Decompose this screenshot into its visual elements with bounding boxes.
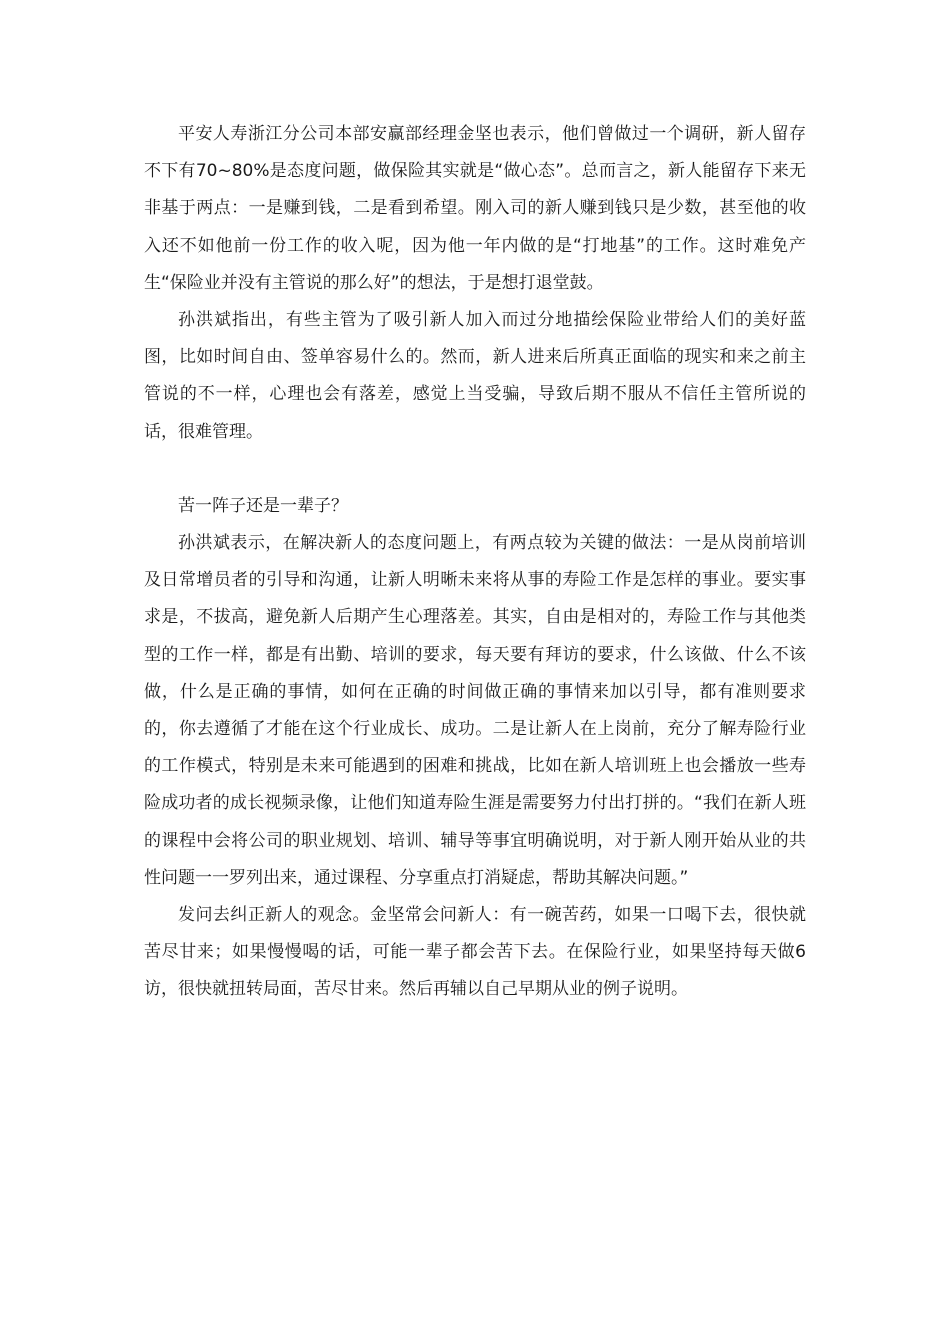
paragraph-bitter-medicine: 发问去纠正新人的观念。金坚常会问新人：有一碗苦药，如果一口喝下去，很快就苦尽甘来；如果慢慢喝的话，可能一辈子都会苦下去。在保险行业，如果坚持每天做6访，很快就扭转局面，苦尽甘来。然后再辅以自己早期从业的例子说明。 xyxy=(144,905,806,1000)
section-heading: 苦一阵子还是一辈子？ xyxy=(178,495,348,516)
paragraph-attitude-methods: 孙洪斌表示，在解决新人的态度问题上，有两点较为关键的做法：一是从岗前培训及日常增员者的引导和沟通，让新人明晰未来将从事的寿险工作是怎样的事业。要实事求是，不拔高，避免新人后期产生心理落差。其实，自由是相对的，寿险工作与其他类型的工作一样，都是有出勤、培训的要求，每天要有拜访的要求，什么该做、什么不该做，什么是正确的事情，如何在正确的时间做正确的事情来加以引导，都有准则要求的，你去遵循了才能在这个行业成长、成功。二是让新人在上岗前，充分了解寿险行业的工作模式，特别是未来可能遇到的困难和挑战，比如在新人培训班上也会播放一些寿险成功者的成长视频录像，让他们知道寿险生涯是需要努力付出打拼的。“我们在新人班的课程中会将公司的职业规划、培训、辅导等事宜明确说明，对于新人刚开始从业的共性问题一一罗列出来，通过课程、分享重点打消疑虑，帮助其解决问题。” xyxy=(144,533,806,888)
paragraph-jin-jian-survey: 平安人寿浙江分公司本部安赢部经理金坚也表示，他们曾做过一个调研，新人留存不下有70~80%是态度问题，做保险其实就是“做心态”。总而言之，新人能留存下来无非基于两点：一是赚到钱，二是看到希望。刚入司的新人赚到钱只是少数，甚至他的收入还不如他前一份工作的收入呢，因为他一年内做的是“打地基”的工作。这时难免产生“保险业并没有主管说的那么好”的想法，于是想打退堂鼓。 xyxy=(144,124,806,293)
document-body xyxy=(144,116,806,1009)
paragraph-sun-hongbin-blueprint: 孙洪斌指出，有些主管为了吸引新人加入而过分地描绘保险业带给人们的美好蓝图，比如时间自由、签单容易什么的。然而，新人进来后所真正面临的现实和来之前主管说的不一样，心理也会有落差，感觉上当受骗，导致后期不服从不信任主管所说的话，很难管理。 xyxy=(144,310,806,442)
